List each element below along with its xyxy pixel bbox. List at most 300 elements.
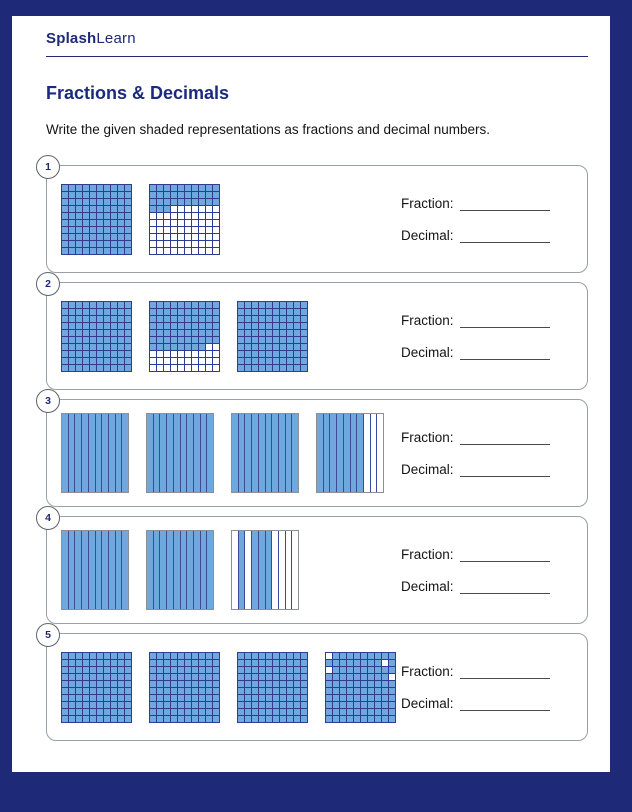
fraction-answer-row: [401, 196, 550, 211]
shaded-cell: [245, 674, 251, 680]
shaded-cell: [266, 702, 272, 708]
shaded-cell: [340, 681, 346, 687]
shaded-cell: [280, 309, 286, 315]
shaded-cell: [326, 688, 332, 694]
shaded-cell: [238, 316, 244, 322]
unshaded-cell: [206, 248, 212, 254]
problem-box-1: [45, 161, 588, 273]
unshaded-strip: [279, 531, 286, 609]
shaded-cell: [62, 206, 68, 212]
shaded-cell: [266, 660, 272, 666]
shaded-cell: [199, 709, 205, 715]
unshaded-strip: [286, 531, 293, 609]
shaded-cell: [273, 702, 279, 708]
shaded-strip: [207, 531, 213, 609]
shaded-cell: [266, 351, 272, 357]
shaded-strip: [201, 531, 208, 609]
shaded-strip: [201, 414, 208, 492]
unshaded-cell: [213, 234, 219, 240]
shaded-cell: [287, 344, 293, 350]
shaded-cell: [287, 351, 293, 357]
shaded-cell: [125, 330, 131, 336]
shaded-cell: [97, 351, 103, 357]
shaded-cell: [111, 358, 117, 364]
shaded-cell: [347, 653, 353, 659]
shaded-cell: [245, 653, 251, 659]
decimal-answer-line[interactable]: [460, 346, 550, 360]
shaded-cell: [62, 316, 68, 322]
shaded-cell: [294, 337, 300, 343]
unshaded-cell: [185, 234, 191, 240]
shaded-cell: [111, 365, 117, 371]
shaded-cell: [125, 309, 131, 315]
shaded-strip: [69, 531, 76, 609]
shaded-cell: [206, 653, 212, 659]
shaded-cell: [301, 358, 307, 364]
shaded-cell: [301, 330, 307, 336]
shaded-cell: [287, 316, 293, 322]
shaded-cell: [83, 337, 89, 343]
shaded-cell: [266, 302, 272, 308]
unshaded-cell: [185, 248, 191, 254]
shaded-cell: [76, 302, 82, 308]
shaded-cell: [111, 185, 117, 191]
fraction-answer-line[interactable]: [460, 314, 550, 328]
tens-bar: [61, 413, 129, 493]
shaded-cell: [238, 674, 244, 680]
shaded-strip: [116, 414, 123, 492]
shaded-cell: [213, 316, 219, 322]
shaded-cell: [69, 220, 75, 226]
shaded-cell: [238, 681, 244, 687]
shaded-cell: [273, 695, 279, 701]
shaded-cell: [333, 674, 339, 680]
shaded-cell: [185, 309, 191, 315]
shaded-cell: [266, 344, 272, 350]
shaded-cell: [259, 695, 265, 701]
shaded-strip: [232, 414, 239, 492]
decimal-answer-line[interactable]: [460, 229, 550, 243]
shaded-cell: [294, 358, 300, 364]
shaded-strip: [181, 531, 188, 609]
shaded-cell: [301, 660, 307, 666]
worksheet-page: [12, 16, 610, 772]
shaded-cell: [245, 337, 251, 343]
shaded-cell: [171, 302, 177, 308]
shaded-cell: [273, 667, 279, 673]
shaded-cell: [111, 688, 117, 694]
shaded-cell: [185, 337, 191, 343]
unshaded-cell: [213, 358, 219, 364]
shaded-strip: [89, 414, 96, 492]
shaded-cell: [280, 358, 286, 364]
unshaded-cell: [178, 213, 184, 219]
shaded-cell: [157, 323, 163, 329]
shaded-cell: [185, 344, 191, 350]
shaded-cell: [90, 213, 96, 219]
shaded-strip: [187, 414, 194, 492]
shaded-cell: [185, 316, 191, 322]
shaded-cell: [287, 660, 293, 666]
shaded-cell: [157, 681, 163, 687]
shaded-cell: [69, 702, 75, 708]
shaded-strip: [167, 414, 174, 492]
shaded-cell: [164, 302, 170, 308]
shaded-cell: [83, 653, 89, 659]
shaded-cell: [178, 330, 184, 336]
shaded-cell: [301, 667, 307, 673]
shaded-cell: [76, 674, 82, 680]
shaded-cell: [340, 695, 346, 701]
shaded-strip: [102, 414, 109, 492]
shaded-cell: [76, 667, 82, 673]
shaded-cell: [90, 330, 96, 336]
shaded-cell: [104, 337, 110, 343]
shaded-cell: [340, 660, 346, 666]
shaded-cell: [245, 323, 251, 329]
shaded-cell: [83, 351, 89, 357]
shaded-cell: [252, 660, 258, 666]
decimal-answer-line[interactable]: [460, 463, 550, 477]
shaded-cell: [238, 302, 244, 308]
shaded-strip: [147, 531, 154, 609]
shaded-cell: [62, 695, 68, 701]
shaded-cell: [118, 220, 124, 226]
shaded-cell: [192, 337, 198, 343]
shaded-cell: [171, 674, 177, 680]
shaded-cell: [192, 199, 198, 205]
shaded-strip: [337, 414, 344, 492]
shaded-cell: [111, 248, 117, 254]
shaded-strip: [109, 531, 116, 609]
shaded-cell: [354, 653, 360, 659]
shaded-cell: [111, 681, 117, 687]
shaded-cell: [280, 660, 286, 666]
shaded-cell: [213, 681, 219, 687]
unshaded-cell: [213, 351, 219, 357]
shaded-cell: [326, 681, 332, 687]
shaded-cell: [301, 688, 307, 694]
shaded-cell: [347, 674, 353, 680]
shaded-cell: [213, 309, 219, 315]
shaded-cell: [104, 660, 110, 666]
shaded-cell: [111, 674, 117, 680]
shaded-cell: [301, 302, 307, 308]
shaded-cell: [238, 695, 244, 701]
shaded-cell: [333, 681, 339, 687]
fraction-label: Fraction:: [401, 195, 454, 211]
shaded-cell: [118, 667, 124, 673]
shaded-cell: [83, 358, 89, 364]
shaded-cell: [157, 667, 163, 673]
shaded-cell: [238, 660, 244, 666]
unshaded-cell: [206, 213, 212, 219]
shaded-cell: [83, 316, 89, 322]
unshaded-cell: [213, 220, 219, 226]
unshaded-cell: [164, 248, 170, 254]
shaded-cell: [333, 702, 339, 708]
shaded-cell: [192, 660, 198, 666]
shaded-cell: [118, 323, 124, 329]
shaded-cell: [62, 323, 68, 329]
shaded-cell: [150, 716, 156, 722]
shaded-cell: [213, 330, 219, 336]
shaded-cell: [252, 688, 258, 694]
shaded-cell: [287, 323, 293, 329]
shaded-cell: [104, 192, 110, 198]
shaded-cell: [164, 653, 170, 659]
shaded-cell: [76, 241, 82, 247]
shaded-cell: [238, 702, 244, 708]
shaded-cell: [125, 337, 131, 343]
shaded-cell: [104, 358, 110, 364]
shaded-cell: [375, 660, 381, 666]
shaded-cell: [301, 337, 307, 343]
hundred-grid: [149, 301, 220, 372]
shaded-cell: [125, 185, 131, 191]
shaded-cell: [69, 302, 75, 308]
unshaded-strip: [371, 414, 378, 492]
shaded-cell: [354, 716, 360, 722]
shaded-strip: [102, 531, 109, 609]
shaded-cell: [340, 688, 346, 694]
shaded-strip: [82, 531, 89, 609]
shaded-cell: [111, 206, 117, 212]
shaded-cell: [259, 667, 265, 673]
shaded-cell: [125, 674, 131, 680]
fraction-answer-line[interactable]: [460, 197, 550, 211]
shaded-cell: [164, 323, 170, 329]
unshaded-cell: [192, 227, 198, 233]
shaded-cell: [76, 185, 82, 191]
shaded-cell: [76, 351, 82, 357]
unshaded-cell: [171, 358, 177, 364]
shaded-cell: [340, 716, 346, 722]
fraction-answer-row: [401, 313, 550, 328]
decimal-label: Decimal:: [401, 695, 454, 711]
shaded-cell: [199, 185, 205, 191]
shaded-strip: [239, 414, 246, 492]
shaded-cell: [69, 709, 75, 715]
shaded-cell: [150, 674, 156, 680]
shaded-strip: [279, 414, 286, 492]
decimal-answer-row: [401, 345, 550, 360]
shaded-cell: [178, 337, 184, 343]
shaded-cell: [111, 660, 117, 666]
shaded-cell: [62, 674, 68, 680]
unshaded-cell: [171, 227, 177, 233]
shaded-cell: [83, 248, 89, 254]
answer-area: [401, 313, 571, 360]
unshaded-cell: [185, 351, 191, 357]
shaded-cell: [280, 323, 286, 329]
shaded-cell: [104, 248, 110, 254]
shaded-cell: [199, 309, 205, 315]
shaded-cell: [125, 206, 131, 212]
shaded-cell: [333, 716, 339, 722]
shaded-cell: [90, 695, 96, 701]
shaded-cell: [199, 660, 205, 666]
shaded-cell: [361, 660, 367, 666]
decimal-label: Decimal:: [401, 344, 454, 360]
shaded-cell: [69, 227, 75, 233]
shaded-cell: [333, 709, 339, 715]
shaded-strip: [344, 414, 351, 492]
shaded-strip: [252, 414, 259, 492]
shaded-cell: [111, 316, 117, 322]
shaded-cell: [361, 653, 367, 659]
shaded-cell: [389, 716, 395, 722]
shaded-cell: [266, 681, 272, 687]
shaded-cell: [294, 695, 300, 701]
shaded-cell: [192, 192, 198, 198]
hundred-grid: [61, 652, 132, 723]
fraction-answer-row: [401, 664, 550, 679]
unshaded-cell: [192, 365, 198, 371]
shaded-cell: [90, 653, 96, 659]
shaded-cell: [347, 681, 353, 687]
shaded-cell: [259, 351, 265, 357]
unshaded-cell: [178, 234, 184, 240]
shaded-cell: [301, 309, 307, 315]
shaded-cell: [150, 199, 156, 205]
shaded-cell: [76, 365, 82, 371]
shaded-cell: [97, 653, 103, 659]
fraction-answer-line[interactable]: [460, 548, 550, 562]
shaded-cell: [185, 688, 191, 694]
shaded-cell: [90, 667, 96, 673]
unshaded-cell: [199, 213, 205, 219]
shaded-strip: [75, 531, 82, 609]
shaded-cell: [104, 185, 110, 191]
shaded-cell: [97, 709, 103, 715]
shaded-cell: [164, 695, 170, 701]
shaded-cell: [90, 199, 96, 205]
shaded-cell: [375, 709, 381, 715]
shaded-cell: [301, 681, 307, 687]
shaded-cell: [150, 302, 156, 308]
shaded-cell: [287, 681, 293, 687]
shaded-cell: [90, 192, 96, 198]
unshaded-cell: [206, 344, 212, 350]
shaded-cell: [83, 688, 89, 694]
shaded-cell: [83, 302, 89, 308]
shaded-cell: [171, 309, 177, 315]
shaded-cell: [125, 667, 131, 673]
shaded-cell: [382, 653, 388, 659]
fraction-answer-line[interactable]: [460, 431, 550, 445]
shaded-cell: [164, 702, 170, 708]
shaded-cell: [238, 709, 244, 715]
shaded-cell: [178, 323, 184, 329]
shaded-cell: [273, 358, 279, 364]
shaded-cell: [354, 702, 360, 708]
shaded-cell: [171, 185, 177, 191]
shaded-cell: [301, 674, 307, 680]
shaded-cell: [69, 660, 75, 666]
shaded-cell: [171, 716, 177, 722]
shaded-cell: [104, 213, 110, 219]
decimal-answer-line[interactable]: [460, 697, 550, 711]
shaded-cell: [368, 695, 374, 701]
shaded-cell: [164, 199, 170, 205]
unshaded-cell: [185, 241, 191, 247]
worksheet-header: [46, 30, 588, 741]
shaded-cell: [125, 344, 131, 350]
shaded-cell: [375, 653, 381, 659]
shaded-cell: [90, 316, 96, 322]
shaded-cell: [245, 709, 251, 715]
answer-area: [401, 664, 571, 711]
shaded-cell: [171, 344, 177, 350]
fraction-answer-line[interactable]: [460, 665, 550, 679]
shaded-cell: [104, 316, 110, 322]
shaded-cell: [368, 674, 374, 680]
shaded-cell: [185, 695, 191, 701]
shaded-cell: [273, 323, 279, 329]
shaded-cell: [294, 323, 300, 329]
shaded-cell: [76, 695, 82, 701]
shaded-cell: [252, 681, 258, 687]
shaded-cell: [150, 337, 156, 343]
shaded-cell: [252, 309, 258, 315]
shaded-cell: [97, 695, 103, 701]
shaded-cell: [157, 206, 163, 212]
shaded-cell: [118, 199, 124, 205]
shaded-cell: [213, 323, 219, 329]
shaded-cell: [273, 660, 279, 666]
shaded-cell: [104, 227, 110, 233]
shaded-cell: [238, 323, 244, 329]
shaded-cell: [76, 681, 82, 687]
shaded-cell: [90, 337, 96, 343]
shaded-cell: [354, 695, 360, 701]
shaded-cell: [192, 302, 198, 308]
grid-models: [61, 530, 401, 610]
shaded-cell: [333, 660, 339, 666]
shaded-cell: [83, 674, 89, 680]
shaded-cell: [294, 709, 300, 715]
unshaded-cell: [192, 358, 198, 364]
shaded-cell: [90, 220, 96, 226]
shaded-cell: [178, 674, 184, 680]
shaded-cell: [206, 716, 212, 722]
decimal-answer-line[interactable]: [460, 580, 550, 594]
shaded-cell: [118, 695, 124, 701]
shaded-cell: [104, 688, 110, 694]
shaded-cell: [76, 660, 82, 666]
shaded-cell: [252, 337, 258, 343]
shaded-cell: [69, 199, 75, 205]
unshaded-cell: [206, 365, 212, 371]
shaded-cell: [199, 316, 205, 322]
grid-models: [61, 184, 401, 255]
unshaded-strip: [292, 531, 298, 609]
shaded-cell: [111, 192, 117, 198]
shaded-strip: [116, 531, 123, 609]
shaded-cell: [69, 213, 75, 219]
shaded-cell: [192, 688, 198, 694]
shaded-cell: [206, 337, 212, 343]
shaded-cell: [354, 667, 360, 673]
shaded-strip: [207, 414, 213, 492]
hundred-grid: [237, 301, 308, 372]
shaded-cell: [178, 302, 184, 308]
shaded-cell: [273, 709, 279, 715]
shaded-cell: [104, 199, 110, 205]
shaded-cell: [118, 709, 124, 715]
shaded-cell: [206, 323, 212, 329]
